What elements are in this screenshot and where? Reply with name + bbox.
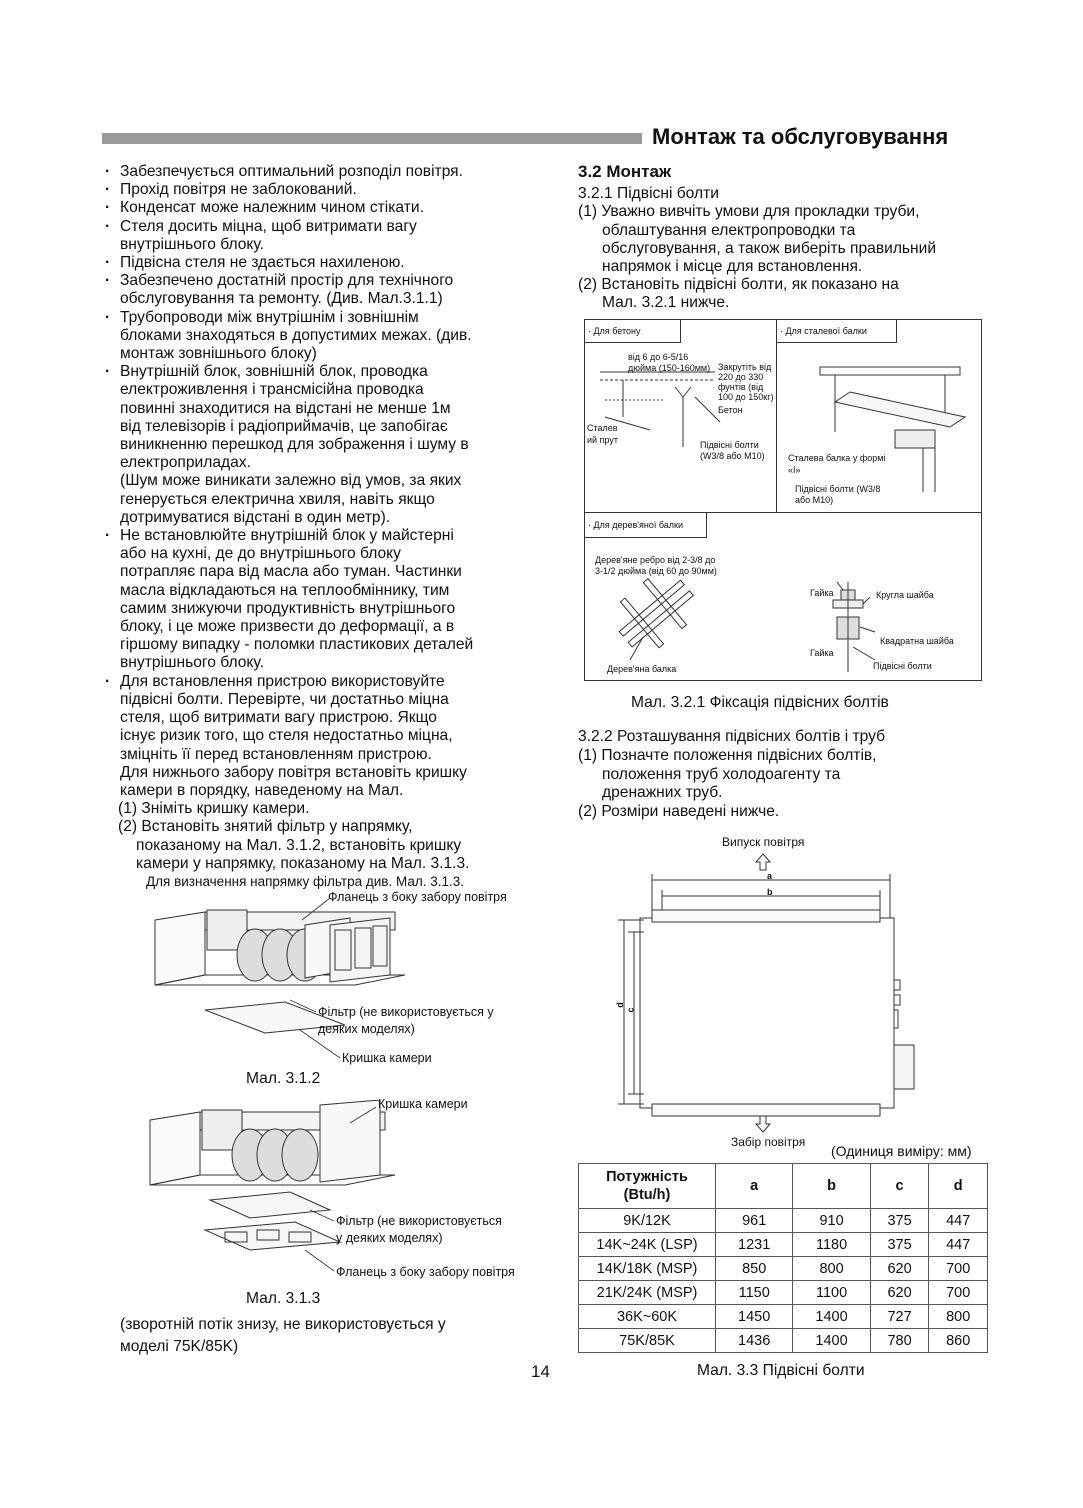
bullet-item-cont: блоку, і це може призвести до деформації, а в	[120, 618, 455, 636]
fig-3-1-3-caption: Мал. 3.1.3	[246, 1290, 321, 1307]
table-cell: 14K~24K (LSP)	[579, 1233, 716, 1257]
fig-3-1-2-cover-label: Кришка камери	[342, 1051, 432, 1065]
bullet-item: · Забезпечується оптимальний розподіл повітря.	[104, 163, 544, 181]
bullet-item: · Не встановлюйте внутрішній блок у майстерні	[104, 527, 544, 545]
step-2: (2) Встановіть знятий фільтр у напрямку,	[118, 818, 413, 836]
table-cell: 14K/18K (MSP)	[579, 1257, 716, 1281]
fig-3-1-2-leaders	[240, 890, 440, 1070]
table-header-row	[579, 1164, 988, 1209]
subsection-3-2-2: 3.2.2 Розташування підвісних болтів і труб	[578, 728, 886, 745]
bolt-label-1: Підвісні болти (W3/8 або M10)	[700, 440, 765, 461]
table-cell: 780	[870, 1329, 929, 1353]
fig-3-3-caption: Мал. 3.3 Підвісні болти	[697, 1362, 865, 1379]
table-row	[579, 1329, 988, 1353]
header-capacity: Потужність (Btu/h)	[579, 1164, 716, 1209]
numbered-item-cont: Мал. 3.2.1 нижче.	[602, 294, 730, 312]
subsection-3-2-2-block	[578, 728, 998, 822]
round-washer-label: Кругла шайба	[876, 590, 934, 600]
table-cell: 700	[929, 1257, 988, 1281]
header-rule	[102, 133, 642, 144]
air-outlet-label: Випуск повітря	[722, 835, 805, 849]
table-cell: 961	[716, 1209, 793, 1233]
dimensions-table	[578, 1163, 988, 1353]
bullet-item-cont: або на кухні, де до внутрішнього блоку	[120, 545, 401, 563]
bullet-item: · Трубопроводи між внутрішнім і зовнішнім	[104, 309, 544, 327]
install-steps-list	[578, 203, 998, 312]
header-d: d	[929, 1164, 988, 1209]
bullet-item: · Для встановлення пристрою використовуйте	[104, 673, 544, 691]
table-cell: 447	[929, 1233, 988, 1257]
numbered-item-cont: положення труб холодоагенту та	[602, 765, 841, 783]
bullet-item-cont: стеля, щоб витримати вагу пристрою. Якщо	[120, 709, 437, 727]
bullet-item-cont: монтаж зовнішнього блоку)	[120, 345, 317, 363]
bullet-item-cont: гіршому випадку - поломки пластикових деталей	[120, 636, 474, 654]
section-title: 3.2 Монтаж	[578, 162, 672, 181]
bullet-item-cont: електроприладах.	[120, 454, 251, 472]
dim-d: d	[614, 1002, 625, 1008]
table-row	[579, 1257, 988, 1281]
bullet-item: · Прохід повітря не заблокований.	[104, 181, 544, 199]
unit-label: (Одиниця виміру: мм)	[831, 1143, 972, 1159]
torque-label: Закрутіть від 220 до 330 фунтів (від 100 до 150кг)	[718, 362, 774, 402]
bullet-item-cont: обслуговування та ремонту. (Див. Мал.3.1.1)	[120, 290, 443, 308]
square-washer-label: Квадратна шайба	[880, 636, 954, 646]
footnote: (зворотній потік знизу, не використовується у моделі 75K/85K)	[120, 1316, 446, 1355]
dim-c: c	[625, 1007, 636, 1013]
concrete-tab: · Для бетону	[584, 319, 681, 343]
page-number: 14	[531, 1362, 550, 1381]
bullet-item-cont: виникненню перешкод для зображення і шуму в	[120, 436, 469, 454]
table-cell: 700	[929, 1281, 988, 1305]
steel-tab: · Для сталевої балки	[776, 319, 897, 343]
numbered-item: (2) Розміри наведені нижче.	[578, 803, 780, 821]
requirements-list	[104, 163, 544, 800]
numbered-item: (1) Уважно вивчіть умови для прокладки труби,	[578, 203, 920, 221]
bullet-item-cont: масла відкладаються на теплообміннику, тим	[120, 581, 450, 599]
distance-label: від 6 до 6-5/16 дюйма (150-160мм)	[628, 352, 711, 373]
table-cell: 1231	[716, 1233, 793, 1257]
table-row	[579, 1281, 988, 1305]
table-cell: 800	[793, 1257, 870, 1281]
bullet-item-cont: Для нижнього забору повітря встановіть кришку	[120, 763, 467, 781]
table-cell: 620	[870, 1257, 929, 1281]
numbered-item: (2) Встановіть підвісні болти, як показано на	[578, 276, 899, 294]
table-row	[579, 1209, 988, 1233]
bullet-item: · Стеля досить міцна, щоб витримати вагу	[104, 218, 544, 236]
table-cell: 36K~60K	[579, 1305, 716, 1329]
table-cell: 375	[870, 1209, 929, 1233]
table-cell: 1400	[793, 1329, 870, 1353]
table-cell: 727	[870, 1305, 929, 1329]
bullet-item: · Конденсат може належним чином стікати.	[104, 199, 544, 217]
step-2-cont: показаному на Мал. 3.1.2, встановіть кришку	[136, 836, 462, 854]
table-cell: 1180	[793, 1233, 870, 1257]
nut-top-label: Гайка	[810, 588, 834, 598]
bullet-item-cont: камери в порядку, наведеному на Мал.	[120, 781, 404, 799]
bullet-item-cont: генерується електрична хвиля, навіть якщо	[120, 490, 435, 508]
bullet-item-cont: внутрішнього блоку.	[120, 654, 264, 672]
air-inlet-label: Забір повітря	[731, 1135, 806, 1149]
numbered-item: (1) Позначте положення підвісних болтів,	[578, 746, 877, 764]
table-cell: 620	[870, 1281, 929, 1305]
wood-beam-label: Дерев'яна балка	[607, 664, 677, 674]
dim-b: b	[767, 887, 773, 897]
table-cell: 9K/12K	[579, 1209, 716, 1233]
wood-rib-label: Дерев'яне ребро від 2-3/8 до 3-1/2 дюйма (від 60 до 90мм)	[595, 555, 717, 576]
bullet-item: · Підвісна стеля не здається нахиленою.	[104, 254, 544, 272]
table-row	[579, 1305, 988, 1329]
table-cell: 800	[929, 1305, 988, 1329]
step-2-cont: камери у напрямку, показаному на Мал. 3.1.3.	[136, 854, 470, 872]
fig-3-2-1-caption: Мал. 3.2.1 Фіксація підвісних болтів	[631, 694, 889, 711]
page-header-title: Монтаж та обслуговування	[652, 124, 949, 149]
bullet-item-cont: існує ризик того, що стеля недостатньо міцна,	[120, 727, 453, 745]
numbered-item-cont: напрямок і місце для встановлення.	[602, 258, 863, 276]
i-beam-label: Сталева балка у формі «I»	[788, 453, 886, 475]
table-cell: 1450	[716, 1305, 793, 1329]
fig-3-1-2-flange-label: Фланець з боку забору повітря	[328, 890, 507, 904]
header-c: c	[870, 1164, 929, 1209]
concrete-label: Бетон	[718, 405, 743, 415]
bullet-item-cont: внутрішнього блоку.	[120, 235, 264, 253]
header-a: a	[716, 1164, 793, 1209]
bullet-item: · Забезпечено достатній простір для технічного	[104, 272, 544, 290]
table-row	[579, 1233, 988, 1257]
step-1: (1) Зніміть кришку камери.	[118, 800, 310, 818]
wood-tab: · Для дерев'яної балки	[584, 512, 707, 538]
nut-bottom-label: Гайка	[810, 648, 834, 658]
fig-3-1-3-flange-label: Фланець з боку забору повітря	[336, 1265, 515, 1279]
table-cell: 447	[929, 1209, 988, 1233]
position-steps-list	[578, 747, 998, 822]
numbered-item-cont: дренажних труб.	[602, 784, 723, 802]
fig-3-2-1-drawing	[585, 342, 980, 677]
bullet-item-cont: блоками знаходяться в допустимих межах. (див.	[120, 326, 472, 344]
steel-rod-label: Сталев ий прут	[587, 423, 618, 445]
table-cell: 1150	[716, 1281, 793, 1305]
fig-3-1-3-cover-label: Кришка камери	[378, 1097, 468, 1111]
bullet-item-cont: повинні знаходитися на відстані не менше 1м	[120, 399, 451, 417]
table-cell: 850	[716, 1257, 793, 1281]
table-cell: 1436	[716, 1329, 793, 1353]
table-cell: 860	[929, 1329, 988, 1353]
bullet-item-cont: самим знижуючи продуктивність внутрішнього	[120, 599, 456, 617]
bullet-item-cont: потрапляє пара від масла або туман. Частинки	[120, 563, 462, 581]
step-note: Для визначення напрямку фільтра див. Мал. 3.1.3.	[146, 873, 465, 889]
left-column	[104, 163, 544, 891]
bullet-item-cont: підвісні болти. Перевірте, чи достатньо міцна	[120, 690, 449, 708]
bullet-item-cont: (Шум може виникати залежно від умов, за яких	[120, 472, 462, 490]
fig-3-1-3-leaders	[300, 1095, 390, 1275]
table-cell: 910	[793, 1209, 870, 1233]
bullet-item-cont: від телевізорів і радіоприймачів, це запобігає	[120, 417, 448, 435]
fig-3-1-2-filter-label: Фільтр (не використовується у деяких моделях)	[318, 1005, 494, 1036]
fig-3-3-drawing	[600, 850, 930, 1145]
header-b: b	[793, 1164, 870, 1209]
table-cell: 375	[870, 1233, 929, 1257]
table-cell: 75K/85K	[579, 1329, 716, 1353]
subsection-3-2-1: 3.2.1 Підвісні болти	[578, 185, 719, 203]
table-cell: 1100	[793, 1281, 870, 1305]
fig-3-1-3-filter-label: Фільтр (не використовується у деяких моделях)	[336, 1214, 502, 1245]
bullet-item-cont: електроживлення і трансмісійна проводка	[120, 381, 424, 399]
table-cell: 1400	[793, 1305, 870, 1329]
numbered-item-cont: обслуговування, а також виберіть правильний	[602, 239, 937, 257]
bolt-label-2: Підвісні болти (W3/8 або M10)	[795, 484, 881, 505]
dim-a: a	[767, 871, 773, 881]
numbered-item-cont: облаштування електропроводки та	[602, 221, 856, 239]
bullet-item-cont: дотримуватися відстані в один метр).	[120, 508, 391, 526]
right-column	[578, 163, 998, 313]
bullet-item: · Внутрішній блок, зовнішній блок, проводка	[104, 363, 544, 381]
bullet-item-cont: зміцніть її перед встановленням пристрою.	[120, 745, 432, 763]
bolt-label-3: Підвісні болти	[873, 661, 932, 671]
table-cell: 21K/24K (MSP)	[579, 1281, 716, 1305]
fig-3-1-2-caption: Мал. 3.1.2	[246, 1070, 321, 1087]
